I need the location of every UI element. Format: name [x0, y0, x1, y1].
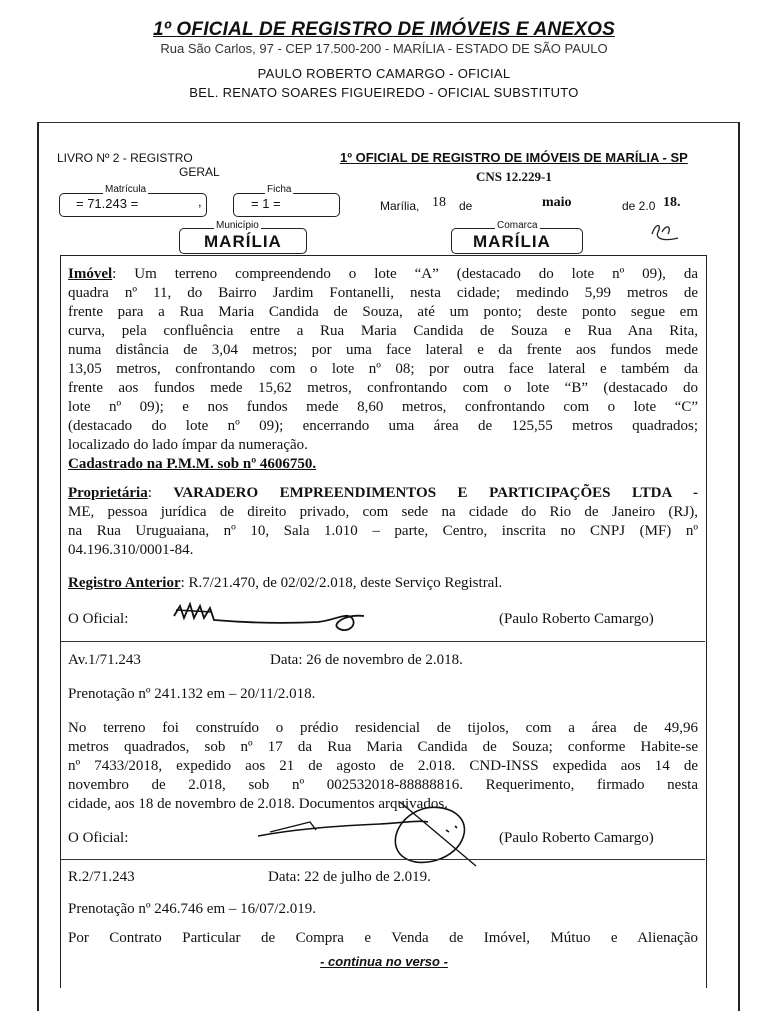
av1-prenotacao: Prenotação nº 241.132 em – 20/11/2.018. [68, 686, 316, 702]
av1-line: novembro de 2.018, sob nº 002532018-88888816. Requerimento, firmado nesta [68, 777, 698, 793]
imovel-line: 13,05 metros, confrontando com o lote nº 08; por outra face lateral e também da [68, 361, 698, 377]
continua-no-verso: - continua no verso - [320, 954, 448, 969]
matricula-value: = 71.243 = [76, 196, 139, 211]
municipio-value: MARÍLIA [204, 232, 282, 251]
divider [61, 859, 705, 860]
divider [61, 641, 705, 642]
comarca-label: Comarca [497, 220, 538, 231]
proprietaria-section [68, 484, 698, 560]
date-day: 18 [432, 195, 446, 210]
matricula-tick: , [198, 194, 202, 209]
substitute-officer-name: BEL. RENATO SOARES FIGUEIREDO - OFICIAL SUBSTITUTO [189, 85, 579, 100]
date-de-1: de [459, 199, 473, 213]
proprietaria-line: 04.196.310/0001-84. [68, 542, 194, 558]
office-name: 1º OFICIAL DE REGISTRO DE IMÓVEIS DE MARÍLIA - SP [340, 150, 688, 165]
registro-anterior-text: R.7/21.470, de 02/02/2.018, deste Serviço Registral. [188, 575, 503, 591]
ficha-box [233, 193, 340, 217]
registro-anterior: Registro Anterior: R.7/21.470, de 02/02/2.018, deste Serviço Registral. [68, 575, 503, 591]
livro-line-1: LIVRO Nº 2 - REGISTRO [57, 151, 193, 165]
signature-2-label: O Oficial: [68, 830, 129, 846]
av1-line: metros quadrados, sob nº 17 da Rua Maria Candida de Souza; conforme Habite-se [68, 739, 698, 755]
proprietaria-line: ME, pessoa jurídica de direito privado, com sede na cidade do Rio de Janeiro (RJ), [68, 504, 698, 520]
r2-text: Por Contrato Particular de Compra e Venda de Imóvel, Mútuo e Alienação [68, 930, 698, 946]
av1-date: Data: 26 de novembro de 2.018. [270, 652, 463, 668]
imovel-line: lote nº 09); e nos fundos mede 8,60 metros, confrontando com o lote “C” [68, 399, 698, 415]
signature-1-label: O Oficial: [68, 611, 129, 627]
imovel-line: numa distância de 3,04 metros; por uma face lateral e da frente aos fundos mede [68, 342, 698, 358]
registry-address: Rua São Carlos, 97 - CEP 17.500-200 - MARÍLIA - ESTADO DE SÃO PAULO [160, 41, 608, 56]
signature-2-name: (Paulo Roberto Camargo) [499, 830, 654, 846]
ficha-label: Ficha [267, 184, 292, 195]
initials-mark [648, 220, 682, 246]
officer-name: PAULO ROBERTO CAMARGO - OFICIAL [257, 66, 511, 81]
av1-line: cidade, aos 18 de novembro de 2.018. Documentos arquivados. [68, 796, 448, 812]
r2-ref: R.2/71.243 [68, 869, 135, 885]
livro-label [57, 151, 220, 179]
proprietaria-name: VARADERO EMPREENDIMENTOS E PARTICIPAÇÕES LTDA - [173, 485, 698, 501]
signature-2 [250, 796, 490, 874]
imovel-label: Imóvel [68, 266, 113, 282]
comarca-value: MARÍLIA [473, 232, 551, 251]
proprietaria-line: na Rua Uruguaiana, nº 10, Sala 1.010 – parte, Centro, inscrita no CNPJ (MF) nº [68, 523, 698, 539]
r2-date: Data: 22 de julho de 2.019. [268, 869, 431, 885]
municipio-label: Município [216, 220, 259, 231]
signature-1 [168, 598, 378, 640]
proprietaria-line: Proprietária: VARADERO EMPREENDIMENTOS E PARTICIPAÇÕES LTDA - [68, 485, 698, 501]
av1-ref: Av.1/71.243 [68, 652, 141, 668]
imovel-line: quadra nº 11, do Bairro Jardim Fontanelli, nesta cidade; medindo 5,99 metros de [68, 285, 698, 301]
date-year: 18. [663, 195, 681, 210]
date-de-2: de 2.0 [622, 199, 656, 213]
livro-line-2: GERAL [179, 165, 220, 179]
registry-title: 1º OFICIAL DE REGISTRO DE IMÓVEIS E ANEXOS [153, 19, 615, 40]
ficha-value: = 1 = [251, 196, 281, 211]
av1-line: nº 7433/2018, expedido aos 21 de agosto de 2.018. CND-INSS expedida aos 14 de [68, 758, 698, 774]
r2-prenotacao: Prenotação nº 246.746 em – 16/07/2.019. [68, 901, 316, 917]
registro-anterior-label: Registro Anterior [68, 575, 181, 591]
imovel-line: (destacado do lote nº 09); encerrando uma área de 125,55 metros quadrados; [68, 418, 698, 434]
imovel-line: frente aos fundos mede 15,62 metros, confrontando com o lote “B” (destacado do [68, 380, 698, 396]
matricula-label: Matrícula [105, 184, 147, 195]
cadastro-line: Cadastrado na P.M.M. sob nº 4606750. [68, 456, 317, 472]
imovel-line: curva, pela confluência entre a Rua Maria Candida de Souza e Rua Ana Rita, [68, 323, 698, 339]
av1-line: No terreno foi construído o prédio residencial de tijolos, com a área de 49,96 [68, 720, 698, 736]
date-city: Marília, [380, 199, 420, 213]
proprietaria-label: Proprietária [68, 485, 148, 501]
signature-1-name: (Paulo Roberto Camargo) [499, 611, 654, 627]
cns-number: CNS 12.229-1 [476, 169, 552, 184]
date-month: maio [542, 195, 572, 210]
imovel-line: Imóvel: Um terreno compreendendo o lote “A” (destacado do lote nº 09), da [68, 266, 698, 282]
imovel-section [68, 265, 698, 474]
imovel-line: localizado do lado ímpar da numeração. [68, 437, 308, 453]
imovel-line: frente para a Rua Maria Candida de Souza, até um ponto; deste ponto segue em [68, 304, 698, 320]
